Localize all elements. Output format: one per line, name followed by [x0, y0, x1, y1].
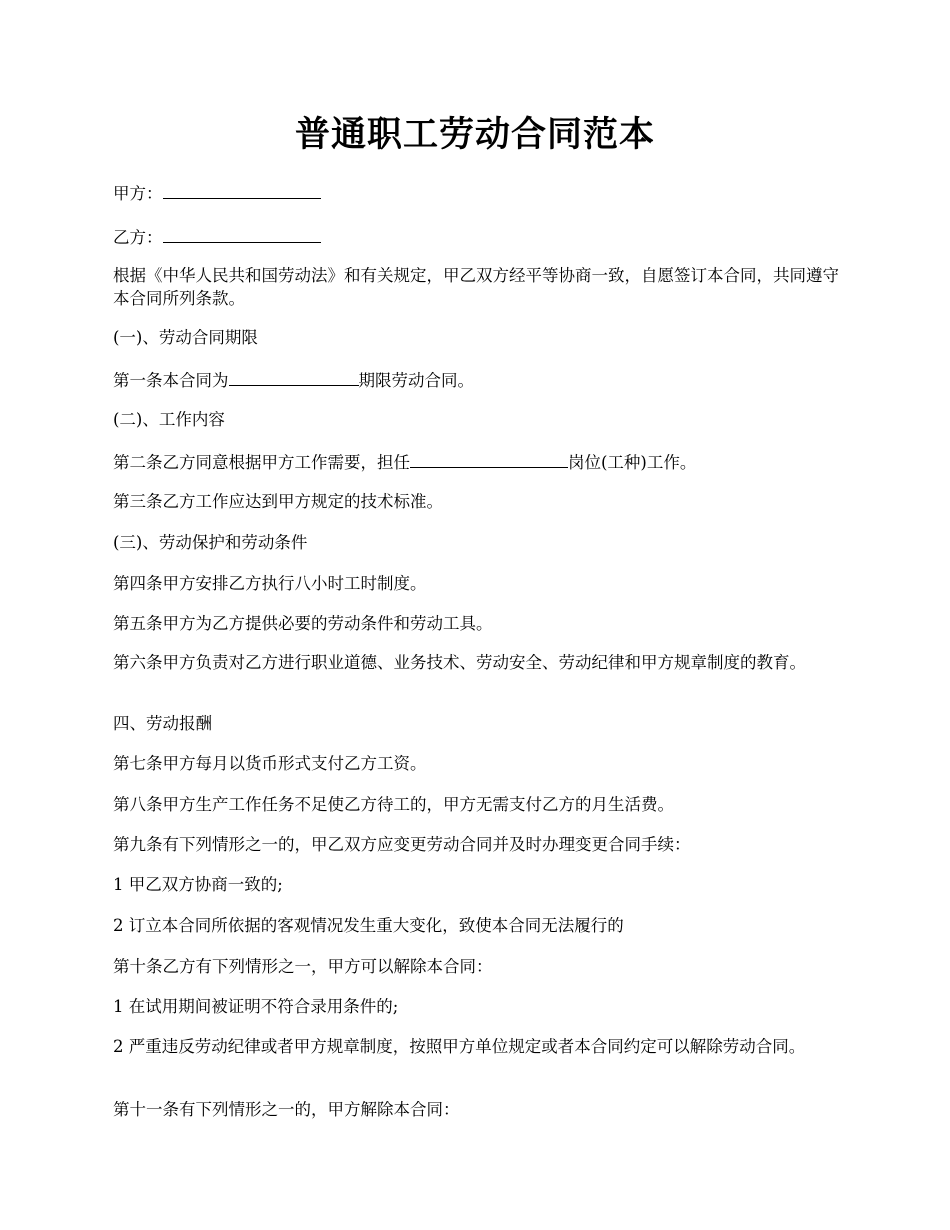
article-6: 第六条甲方负责对乙方进行职业道德、业务技术、劳动安全、劳动纪律和甲方规章制度的教育。: [113, 653, 806, 672]
article-11: 第十一条有下列情形之一的，甲方解除本合同：: [113, 1100, 460, 1119]
document-title: 普通职工劳动合同范本: [294, 114, 655, 155]
party-a-blank: [163, 181, 321, 199]
section-1-heading: (一)、劳动合同期限: [113, 328, 258, 347]
article-9: 第九条有下列情形之一的，甲乙双方应变更劳动合同并及时办理变更合同手续：: [113, 835, 691, 854]
article-5: 第五条甲方为乙方提供必要的劳动条件和劳动工具。: [113, 614, 493, 633]
article-2-suffix: 岗位(工种)工作。: [568, 453, 697, 472]
party-a-label: 甲方：: [113, 184, 163, 203]
article-1-prefix: 第一条本合同为: [113, 371, 229, 390]
party-b-label: 乙方：: [113, 228, 163, 247]
party-b-line: [113, 225, 843, 249]
party-a-line: [113, 181, 843, 205]
article-10-item-2: 2 严重违反劳动纪律或者甲方规章制度，按照甲方单位规定或者本合同约定可以解除劳动合同。: [113, 1037, 806, 1056]
section-4-heading: 四、劳动报酬: [113, 714, 212, 733]
intro-paragraph: 根据《中华人民共和国劳动法》和有关规定，甲乙双方经平等协商一致，自愿签订本合同，共同遵守本合同所列条款。: [113, 266, 839, 308]
article-9-item-1: 1 甲乙双方协商一致的;: [113, 875, 283, 894]
article-7: 第七条甲方每月以货币形式支付乙方工资。: [113, 754, 427, 773]
section-3-heading: (三)、劳动保护和劳动条件: [113, 533, 308, 552]
article-1: [113, 368, 843, 392]
position-blank: [410, 450, 568, 468]
section-2-heading: (二)、工作内容: [113, 410, 225, 429]
article-4: 第四条甲方安排乙方执行八小时工时制度。: [113, 574, 427, 593]
article-2-prefix: 第二条乙方同意根据甲方工作需要，担任: [113, 453, 410, 472]
article-8: 第八条甲方生产工作任务不足使乙方待工的，甲方无需支付乙方的月生活费。: [113, 795, 674, 814]
article-10-item-1: 1 在试用期间被证明不符合录用条件的;: [113, 997, 399, 1016]
article-2: [113, 450, 843, 474]
contract-term-blank: [229, 368, 359, 386]
article-9-item-2: 2 订立本合同所依据的客观情况发生重大变化，致使本合同无法履行的: [113, 916, 624, 935]
article-1-suffix: 期限劳动合同。: [358, 371, 474, 390]
article-10: 第十条乙方有下列情形之一，甲方可以解除本合同：: [113, 957, 493, 976]
article-3: 第三条乙方工作应达到甲方规定的技术标准。: [113, 492, 443, 511]
party-b-blank: [163, 225, 321, 243]
